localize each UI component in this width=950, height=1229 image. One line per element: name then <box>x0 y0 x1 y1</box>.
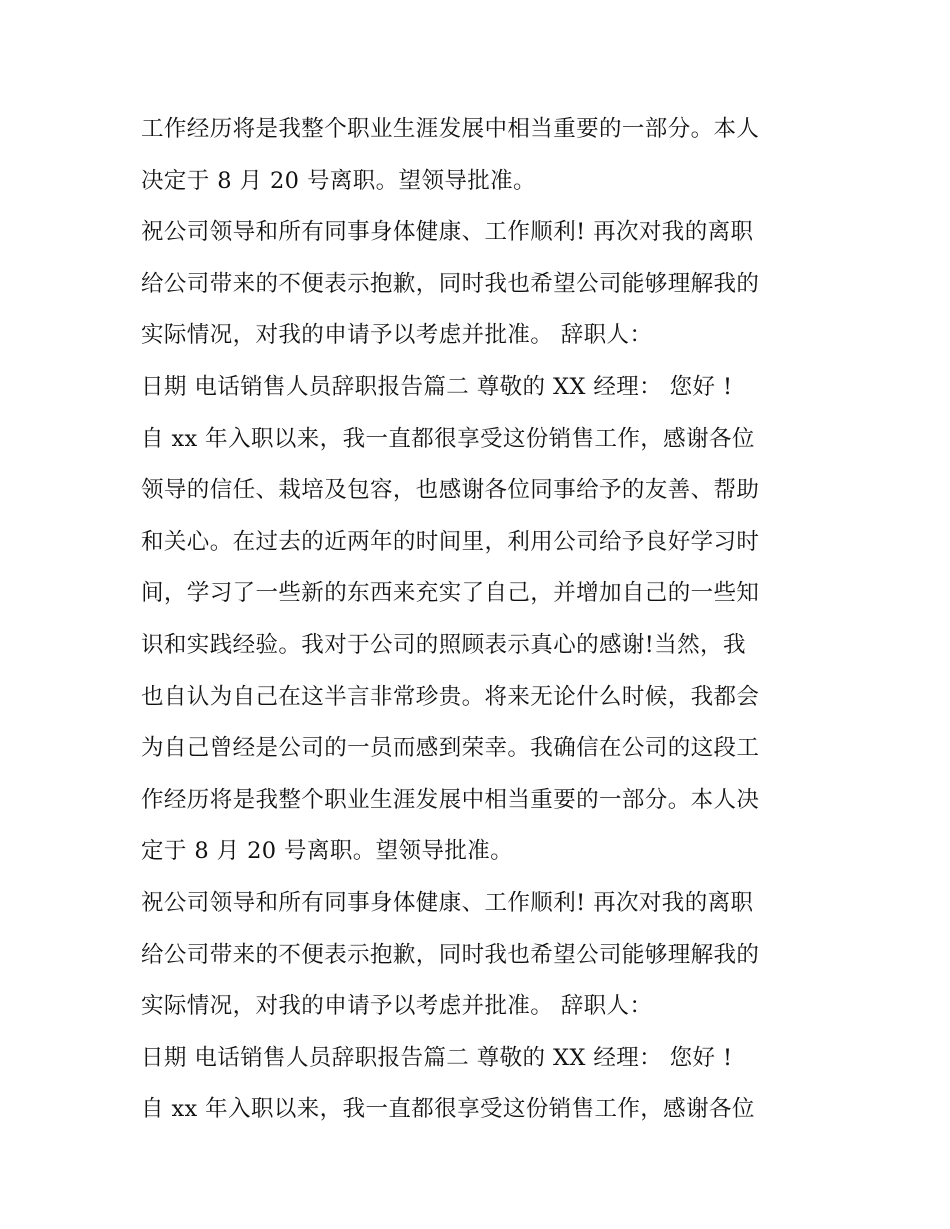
text-line: 和关心。在过去的近两年的时间里，利用公司给予良好学习时 <box>141 528 760 555</box>
text-line: 工作经历将是我整个职业生涯发展中相当重要的一部分。本人 <box>141 116 760 142</box>
text-line: 自 xx 年入职以来，我一直都很享受这份销售工作，感谢各位 <box>141 1096 755 1123</box>
text-line: 祝公司领导和所有同事身体健康、工作顺利! 再次对我的离职 <box>141 219 754 246</box>
text-line: 祝公司领导和所有同事身体健康、工作顺利! 再次对我的离职 <box>141 889 754 916</box>
text-line: 间，学习了一些新的东西来充实了自己，并增加自己的一些知 <box>141 580 760 607</box>
text-line: 日期 电话销售人员辞职报告篇二 尊敬的 XX 经理： 您好 ! <box>141 373 733 400</box>
document-body <box>141 104 821 1136</box>
text-line: 给公司带来的不便表示抱歉，同时我也希望公司能够理解我的 <box>141 941 760 968</box>
text-line: 决定于 8 月 20 号离职。望领导批准。 <box>141 167 536 194</box>
text-line: 领导的信任、栽培及包容，也感谢各位同事给予的友善、帮助 <box>141 477 760 504</box>
text-line: 也自认为自己在这半言非常珍贵。将来无论什么时候，我都会 <box>141 683 760 710</box>
text-line: 实际情况，对我的申请予以考虑并批准。 辞职人： <box>141 322 653 349</box>
text-line: 日期 电话销售人员辞职报告篇二 尊敬的 XX 经理： 您好 ! <box>141 1044 733 1071</box>
text-line: 为自己曾经是公司的一员而感到荣幸。我确信在公司的这段工 <box>141 735 760 762</box>
text-line: 识和实践经验。我对于公司的照顾表示真心的感谢!当然，我 <box>141 631 746 658</box>
text-line: 作经历将是我整个职业生涯发展中相当重要的一部分。本人决 <box>141 786 760 813</box>
text-line: 实际情况，对我的申请予以考虑并批准。 辞职人： <box>141 993 653 1020</box>
text-line: 给公司带来的不便表示抱歉，同时我也希望公司能够理解我的 <box>141 270 760 297</box>
text-line: 自 xx 年入职以来，我一直都很享受这份销售工作，感谢各位 <box>141 425 755 452</box>
text-line: 定于 8 月 20 号离职。望领导批准。 <box>141 838 514 865</box>
